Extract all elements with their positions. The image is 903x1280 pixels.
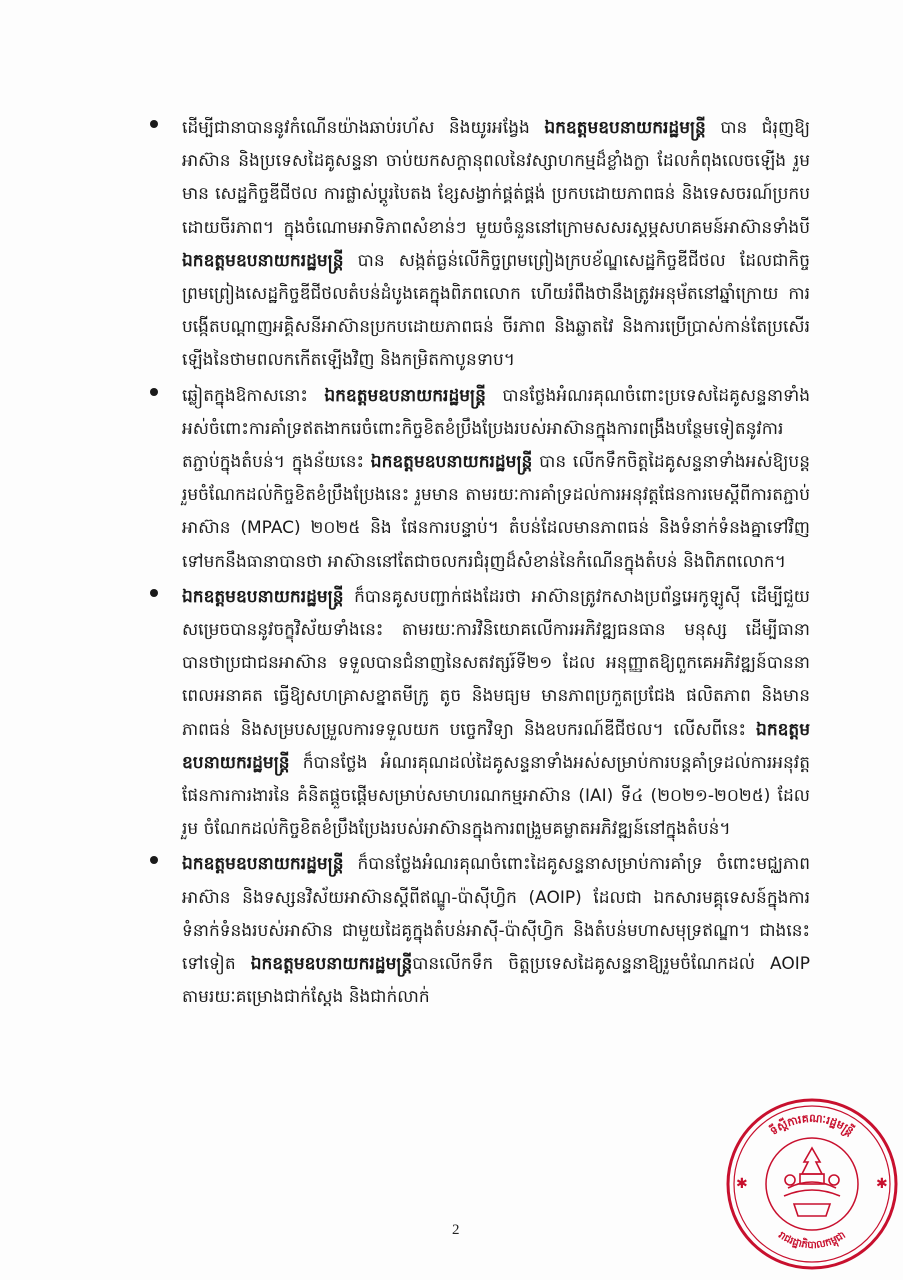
- paragraph-text: បានលើកទឹក ចិត្តប្រទេសដៃគូសន្ទនាឱ្យរួមចំណែកដល់ AOIP តាមរយៈគម្រោងជាក់ស្តែង និងជាក់លាក់: [182, 954, 810, 1008]
- honorific-highlight: ឯកឧត្តមឧបនាយករដ្ឋមន្ត្រី: [182, 586, 344, 607]
- honorific-highlight: ឯកឧត្តមឧបនាយករដ្ឋមន្ត្រី: [250, 954, 413, 975]
- paragraph-4: [182, 848, 810, 1014]
- paragraph-text: បាន សង្កត់ធ្ងន់លើកិច្ចព្រមព្រៀងក្របខ័ណ្ឌសេដ្ឋកិច្ចឌីជីថល ដែលជាកិច្ចព្រមព្រៀងសេដ្ឋកិច្ចឌីជីថលតំបន់ដំបូងគេក្នុងពិភពលោក ហើយរំពឹងថានឹងត្រូវអនុម័តនៅឆ្នាំក្រោយ ការបង្កើតបណ្តាញអគ្គិសនីអាស៊ានប្រកបដោយភាពធន់ ចីរភាព និងឆ្លាតវៃ និងការប្រើប្រាស់កាន់តែប្រសើរឡើងនៃថាមពលកកើតឡើងវិញ និងកម្រិតកាបូនទាប។: [182, 250, 810, 371]
- seal-star-icon: ✱: [736, 1176, 748, 1192]
- honorific-highlight: ឯកឧត្តមឧបនាយករដ្ឋមន្ត្រី: [324, 385, 486, 406]
- page-number: 2: [452, 1222, 460, 1238]
- paragraph-text: ក៏បានថ្លែងអំណរគុណចំពោះដៃគូសន្ទនាសម្រាប់ការគាំទ្រ ចំពោះមជ្ឈភាព អាស៊ាន និងទស្សនវិស័យអាស៊ានស្តីពីឥណ្ឌូ-ប៉ាស៊ីហ្វិក (AOIP) ដែលជា ឯកសារមគ្គុទេសន៍ក្នុងការទំនាក់ទំនងរបស់អាស៊ាន ជាមួយដៃគូក្នុងតំបន់អាស៊ី-ប៉ាស៊ីហ្វិក និងតំបន់មហាសមុទ្រឥណ្ឌា។ ជាងនេះទៅទៀត: [182, 854, 810, 975]
- list-item: [150, 380, 810, 579]
- honorific-highlight: ឯកឧត្តមឧបនាយករដ្ឋមន្ត្រី: [182, 719, 810, 773]
- paragraph-text: ឆ្លៀតក្នុងឱកាសនោះ: [182, 385, 325, 406]
- seal-top-text: ទីស្តីការគណៈរដ្ឋមន្ត្រី: [767, 1111, 857, 1138]
- seal-emblem-icon: [784, 1148, 840, 1216]
- seal-star-icon: ✱: [876, 1176, 888, 1192]
- paragraph-3: [182, 581, 810, 847]
- paragraph-text: បានថ្លែងអំណរគុណចំពោះប្រទេសដៃគូសន្ទនាទាំងអស់ចំពោះការគាំទ្រឥតងាករេចំពោះកិច្ចខិតខំប្រឹងប្រែងរបស់អាស៊ានក្នុងការពង្រឹងបន្ថែមទៀតនូវការតភ្ជាប់ក្នុងតំបន់។ ក្នុងន័យនេះ: [182, 385, 811, 473]
- paragraph-1: [182, 112, 810, 378]
- seal-bottom-text: រាជរដ្ឋាភិបាលកម្ពុជា: [776, 1229, 848, 1252]
- list-item: [150, 848, 810, 1014]
- honorific-highlight: ឯកឧត្តមឧបនាយករដ្ឋមន្ត្រី: [182, 250, 344, 271]
- paragraph-text: ក៏បានថ្លែង អំណរគុណដល់ដៃគូសន្ទនាទាំងអស់សម្រាប់ការបន្តគាំទ្រដល់ការអនុវត្តផែនការការងារនៃ គំនិតផ្តួចផ្តើមសម្រាប់សមាហរណកម្មអាស៊ាន (IAI) ទី៤ (២០២១-២០២៥) ដែលរួម ចំណែកដល់កិច្ចខិតខំប្រឹងប្រែងរបស់អាស៊ានក្នុងការពង្រួមគម្លាតអភិវឌ្ឍន៍នៅក្នុងតំបន់។: [182, 752, 810, 840]
- honorific-highlight: ឯកឧត្តមឧបនាយករដ្ឋមន្ត្រី: [544, 118, 706, 138]
- bullet-icon: [150, 589, 158, 597]
- paragraph-text: បាន លើកទឹកចិត្តដៃគូសន្ទនាទាំងអស់ឱ្យបន្តរួមចំណែកដល់កិច្ចខិតខំប្រឹងប្រែងនេះ រួមមាន តាមរយៈការគាំទ្រដល់ការអនុវត្តផែនការមេស្តីពីការតភ្ជាប់អាស៊ាន (MPAC) ២០២៥ និង ផែនការបន្ទាប់។ តំបន់ដែលមានភាពធន់ និងទំនាក់ទំនងគ្នាទៅវិញទៅមកនឹងធានាបានថា អាស៊ាននៅតែជាចលករជំរុញដ៏សំខាន់នៃកំណើនក្នុងតំបន់ និងពិភពលោក។: [182, 452, 810, 572]
- bullet-icon: [150, 388, 158, 396]
- honorific-highlight: ឯកឧត្តមឧបនាយករដ្ឋមន្ត្រី: [370, 452, 533, 473]
- bullet-icon: [150, 120, 158, 128]
- list-item: [150, 581, 810, 847]
- honorific-highlight: ឯកឧត្តមឧបនាយករដ្ឋមន្ត្រី: [182, 854, 344, 875]
- bullet-icon: [150, 856, 158, 864]
- document-body: [150, 112, 810, 1016]
- paragraph-text: បាន ជំរុញឱ្យអាស៊ាន និងប្រទេសដៃគូសន្ទនា ចាប់យកសក្តានុពលនៃវស្សាហកម្មដ៏ខ្លាំងក្លា ដែលកំពុងលេចឡើង រួមមាន សេដ្ឋកិច្ចឌីជីថល ការផ្លាស់ប្តូរបៃតង ខ្សែសង្វាក់ផ្គត់ផ្គង់ ប្រកបដោយភាពធន់ និងទេសចរណ៍ប្រកបដោយចីរភាព។ ក្នុងចំណោមអាទិភាពសំខាន់ៗ មួយចំនួននៅក្រោមសសរស្តម្ភសហគមន៍អាស៊ានទាំងបី: [182, 118, 811, 238]
- paragraph-text: ក៏បានគូសបញ្ជាក់ផងដែរថា អាស៊ានត្រូវកសាងប្រព័ន្ធអេកូឡូស៊ី ដើម្បីជួយសម្រេចបាននូវចក្ខុវិស័យទាំងនេះ តាមរយៈការវិនិយោគលើការអភិវឌ្ឍធនធាន មនុស្ស ដើម្បីធានាបានថាប្រជាជនអាស៊ាន ទទួលបានជំនាញនៃសតវត្សរ៍ទី២១ ដែល អនុញ្ញាតឱ្យពួកគេអភិវឌ្ឍន៍បាននាពេលអនាគត ធ្វើឱ្យសហគ្រាសខ្នាតមីក្រូ តូច និងមធ្យម មានភាពប្រកួតប្រជែង ផលិតភាព និងមានភាពធន់ និងសម្របសម្រួលការទទួលយក បច្ចេកវិទ្យា និងឧបករណ៍ឌីជីថល។ លើសពីនេះ: [182, 586, 810, 740]
- list-item: [150, 112, 810, 378]
- official-seal-icon: [722, 1092, 902, 1272]
- paragraph-2: [182, 380, 810, 579]
- paragraph-text: ដើម្បីជានាបាននូវកំណើនយ៉ាងឆាប់រហ័ស និងយូរអង្វែង: [182, 118, 545, 138]
